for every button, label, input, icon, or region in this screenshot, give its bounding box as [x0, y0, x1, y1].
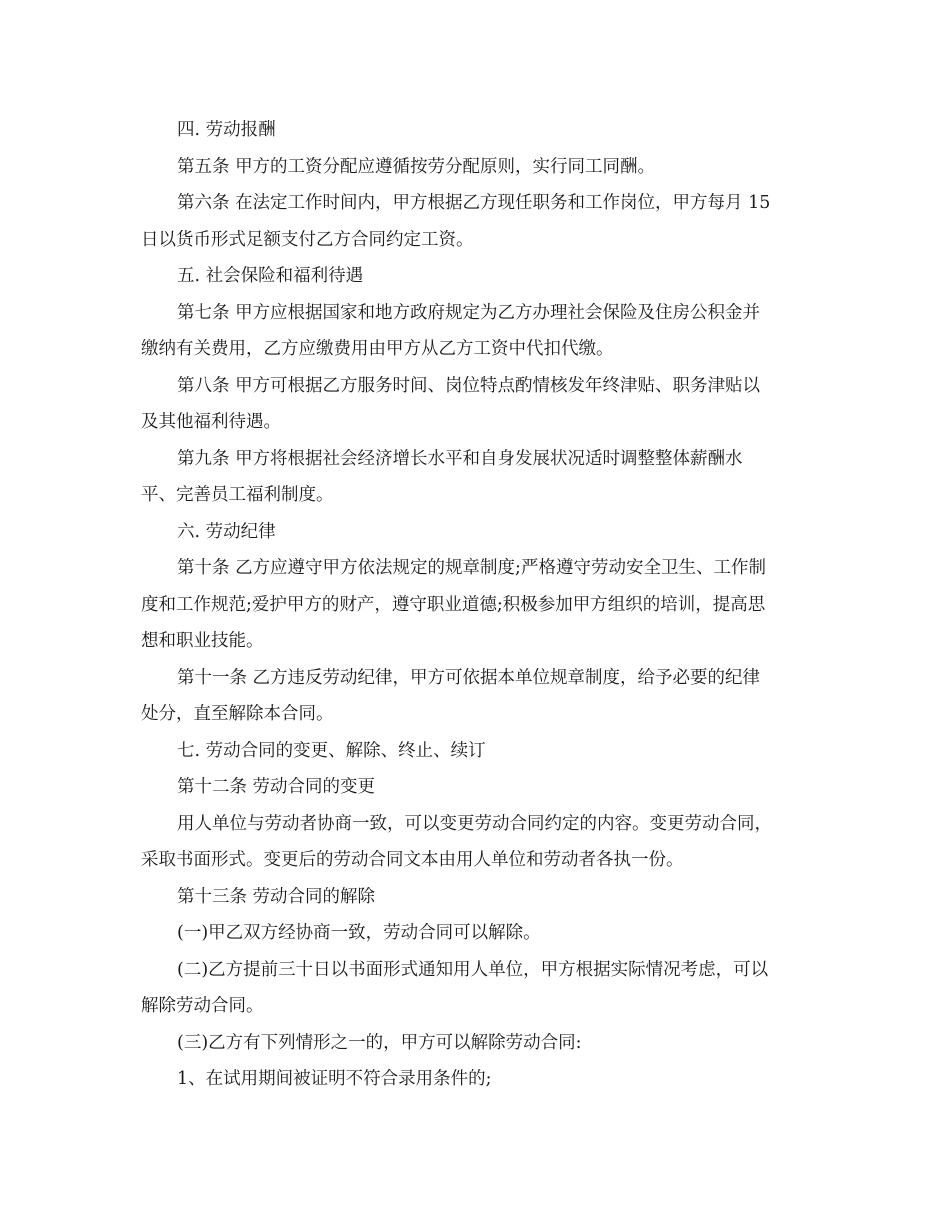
text-line: 解除劳动合同。	[141, 996, 264, 1016]
paragraph	[141, 149, 813, 186]
section-heading	[141, 769, 813, 806]
text-line: 处分，直至解除本合同。	[141, 704, 334, 724]
text-line: 用人单位与劳动者协商一致，可以变更劳动合同约定的内容。变更劳动合同，	[177, 813, 772, 834]
section-heading	[141, 514, 813, 551]
text-line: 采取书面形式。变更后的劳动合同文本由用人单位和劳动者各执一份。	[141, 850, 684, 870]
paragraph	[141, 915, 813, 952]
paragraph	[141, 806, 813, 879]
text-line: 七. 劳动合同的变更、解除、终止、续订	[177, 740, 486, 761]
paragraph	[141, 952, 813, 1025]
text-line: 六. 劳动纪律	[177, 521, 276, 542]
text-line: 第八条 甲方可根据乙方服务时间、岗位特点酌情核发年终津贴、职务津贴以	[177, 375, 761, 396]
section-heading	[141, 112, 813, 149]
text-line: (二)乙方提前三十日以书面形式通知用人单位，甲方根据实际情况考虑，可以	[177, 959, 769, 980]
paragraph	[141, 1025, 813, 1062]
text-line: 1、在试用期间被证明不符合录用条件的;	[177, 1069, 492, 1089]
paragraph	[141, 441, 813, 514]
paragraph	[141, 295, 813, 368]
section-heading	[141, 258, 813, 295]
text-line: 第十二条 劳动合同的变更	[177, 777, 376, 797]
text-line: 度和工作规范;爱护甲方的财产，遵守职业道德;积极参加甲方组织的培训，提高思	[141, 594, 766, 615]
text-line: 第九条 甲方将根据社会经济增长水平和自身发展状况适时调整整体薪酬水	[177, 448, 743, 469]
text-line: 缴纳有关费用，乙方应缴费用由甲方从乙方工资中代扣代缴。	[141, 339, 614, 359]
paragraph	[141, 368, 813, 441]
document-body	[141, 112, 813, 1098]
text-line: 四. 劳动报酬	[177, 120, 276, 140]
paragraph	[141, 185, 813, 258]
section-heading	[141, 733, 813, 770]
text-line: 日以货币形式足额支付乙方合同约定工资。	[141, 229, 474, 250]
paragraph	[141, 1061, 813, 1098]
paragraph	[141, 550, 813, 660]
text-line: (三)乙方有下列情形之一的，甲方可以解除劳动合同:	[177, 1032, 582, 1053]
text-line: 第七条 甲方应根据国家和地方政府规定为乙方办理社会保险及住房公积金并	[177, 302, 761, 323]
text-line: 第五条 甲方的工资分配应遵循按劳分配原则，实行同工同酬。	[177, 156, 656, 177]
text-line: 第十三条 劳动合同的解除	[177, 886, 376, 907]
text-line: 想和职业技能。	[141, 631, 264, 651]
text-line: 及其他福利待遇。	[141, 412, 281, 432]
text-line: 平、完善员工福利制度。	[141, 485, 334, 505]
text-line: 五. 社会保险和福利待遇	[177, 266, 364, 286]
section-heading	[141, 879, 813, 916]
text-line: 第十条 乙方应遵守甲方依法规定的规章制度;严格遵守劳动安全卫生、工作制	[177, 558, 766, 578]
text-line: 第十一条 乙方违反劳动纪律，甲方可依据本单位规章制度，给予必要的纪律	[177, 667, 761, 688]
text-line: (一)甲乙双方经协商一致，劳动合同可以解除。	[177, 923, 541, 943]
text-line: 第六条 在法定工作时间内，甲方根据乙方现任职务和工作岗位，甲方每月 15	[177, 193, 771, 213]
paragraph	[141, 660, 813, 733]
